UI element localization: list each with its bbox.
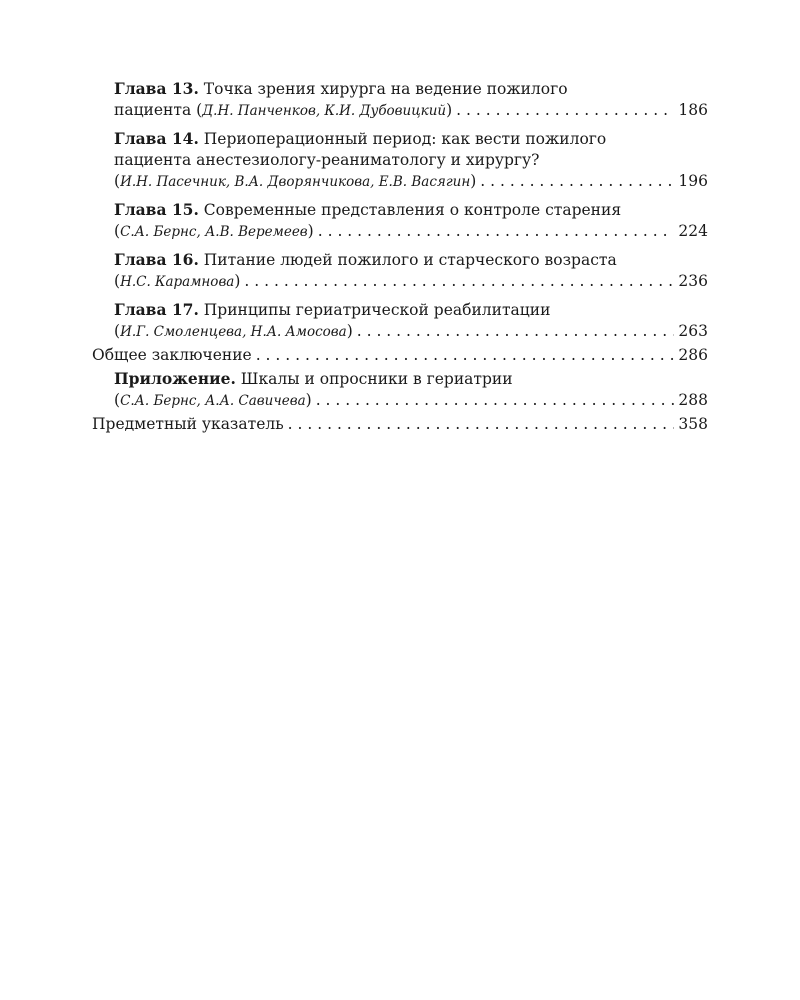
toc-entry-chapter-13[interactable] <box>92 78 708 122</box>
chapter-16-authors: Н.С. Карамнова <box>120 274 235 290</box>
dot-leader <box>318 221 675 242</box>
chapter-15-leader-line <box>114 221 708 243</box>
appendix-label: Приложение. <box>114 369 236 388</box>
toc-entry-conclusion[interactable] <box>92 345 708 366</box>
toc-entry-chapter-17[interactable] <box>92 299 708 343</box>
appendix-authors: С.А. Бернс, А.А. Савичева <box>120 393 306 409</box>
chapter-14-label: Глава 14. <box>114 129 199 148</box>
chapter-17-leader-line <box>114 321 708 343</box>
chapter-14-close-paren: ) <box>470 172 477 190</box>
dot-leader <box>480 171 674 192</box>
conclusion-page: 286 <box>678 346 708 364</box>
conclusion-title: Общее заключение <box>92 346 252 364</box>
dot-leader <box>244 271 674 292</box>
chapter-17-close-paren: ) <box>346 322 353 340</box>
chapter-16-title-line <box>114 249 708 271</box>
chapter-15-label: Глава 15. <box>114 200 199 219</box>
chapter-17-title-line <box>114 299 708 321</box>
chapter-15-open-paren: ( <box>114 222 121 240</box>
subject-index-page: 358 <box>678 415 708 433</box>
table-of-contents <box>92 78 708 437</box>
chapter-13-leader-line <box>114 100 708 122</box>
toc-entry-chapter-15[interactable] <box>92 199 708 243</box>
chapter-13-title-line <box>114 78 708 100</box>
subject-index-leader-line <box>92 414 708 435</box>
chapter-16-page: 236 <box>678 272 708 290</box>
conclusion-leader-line <box>92 345 708 366</box>
dot-leader <box>288 414 675 435</box>
chapter-17-open-paren: ( <box>114 322 121 340</box>
dot-leader <box>456 100 674 121</box>
chapter-15-page: 224 <box>678 222 708 240</box>
dot-leader <box>357 321 675 342</box>
appendix-title: Шкалы и опросники в гериатрии <box>235 370 513 388</box>
toc-entry-appendix[interactable] <box>92 368 708 412</box>
dot-leader <box>256 345 675 366</box>
chapter-16-open-paren: ( <box>114 272 121 290</box>
chapter-13-page: 186 <box>678 101 708 119</box>
chapter-13-close-paren: ) <box>446 101 453 119</box>
appendix-title-line <box>114 368 708 390</box>
chapter-16-label: Глава 16. <box>114 250 199 269</box>
toc-entry-chapter-16[interactable] <box>92 249 708 293</box>
chapter-17-title: Принципы гериатрической реабилитации <box>198 301 551 319</box>
chapter-14-leader-line <box>114 171 708 193</box>
chapter-15-authors: С.А. Бернс, А.В. Веремеев <box>120 224 308 240</box>
chapter-15-close-paren: ) <box>307 222 314 240</box>
chapter-16-close-paren: ) <box>234 272 241 290</box>
chapter-16-leader-line <box>114 271 708 293</box>
dot-leader <box>316 390 675 411</box>
toc-entry-subject-index[interactable] <box>92 414 708 435</box>
chapter-17-authors: И.Г. Смоленцева, Н.А. Амосова <box>120 324 347 340</box>
appendix-open-paren: ( <box>114 391 121 409</box>
toc-entry-chapter-14[interactable] <box>92 128 708 193</box>
chapter-17-label: Глава 17. <box>114 300 199 319</box>
chapter-17-page: 263 <box>678 322 708 340</box>
chapter-14-open-paren: ( <box>114 172 121 190</box>
chapter-13-title: Точка зрения хирурга на ведение пожилого <box>198 80 568 98</box>
subject-index-title: Предметный указатель <box>92 415 284 433</box>
chapter-13-title-cont: пациента ( <box>114 101 203 119</box>
chapter-13-authors: Д.Н. Панченков, К.И. Дубовицкий <box>202 103 447 119</box>
chapter-14-title-line <box>114 128 708 150</box>
appendix-close-paren: ) <box>305 391 312 409</box>
chapter-15-title-line <box>114 199 708 221</box>
appendix-page: 288 <box>678 391 708 409</box>
chapter-16-title: Питание людей пожилого и старческого возраста <box>198 251 617 269</box>
chapter-14-authors: И.Н. Пасечник, В.А. Дворянчикова, Е.В. Васягин <box>120 174 471 190</box>
chapter-13-label: Глава 13. <box>114 79 199 98</box>
chapter-15-title: Современные представления о контроле старения <box>198 201 622 219</box>
chapter-14-title-line-2: пациента анестезиологу-реаниматологу и хирургу? <box>114 151 540 169</box>
appendix-leader-line <box>114 390 708 412</box>
chapter-14-page: 196 <box>678 172 708 190</box>
chapter-14-title: Периоперационный период: как вести пожилого <box>198 130 607 148</box>
